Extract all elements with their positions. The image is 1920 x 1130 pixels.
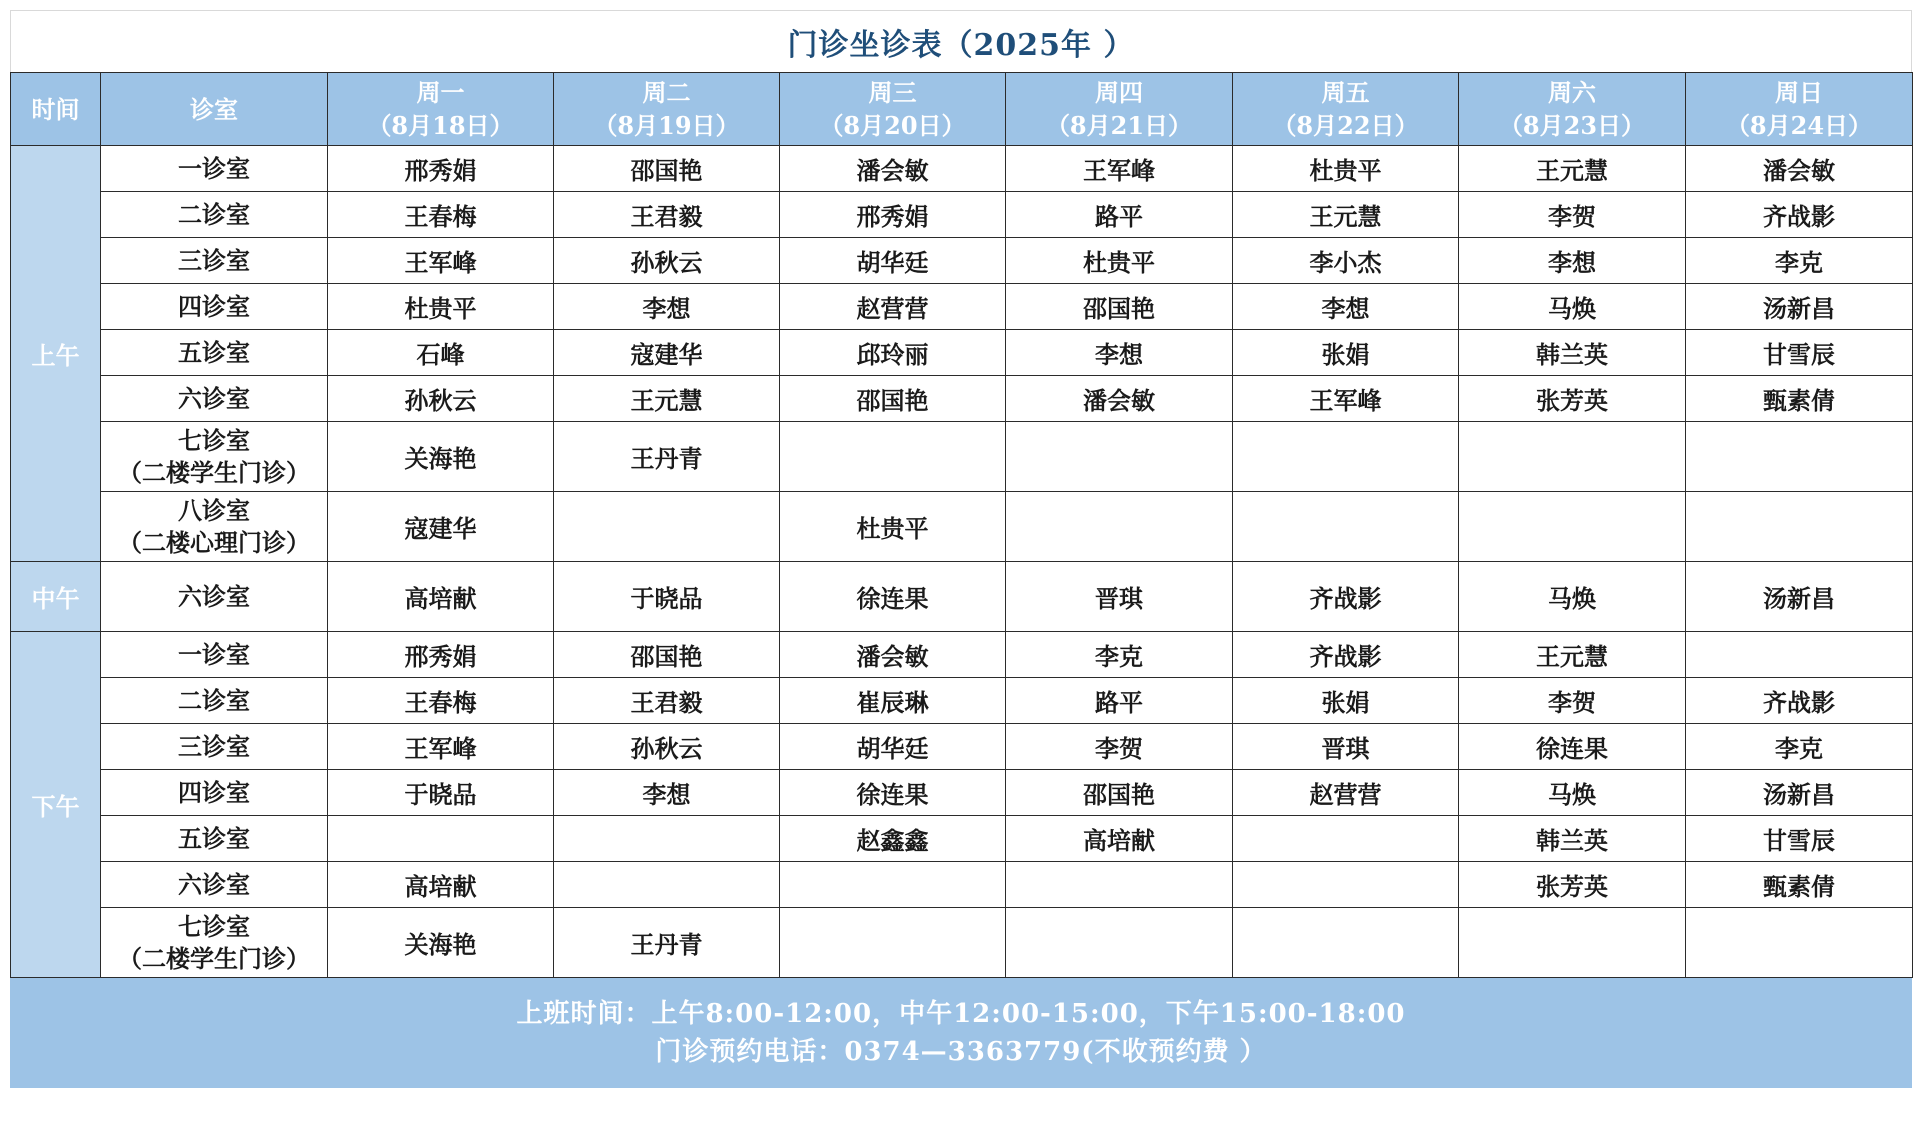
doctor-cell: 汤新昌	[1686, 562, 1913, 632]
period-cell: 中午	[11, 562, 101, 632]
doctor-cell: 韩兰英	[1459, 330, 1686, 376]
doctor-cell: 张芳英	[1459, 862, 1686, 908]
office-hours: 上班时间：上午8:00-12:00，中午12:00-15:00，下午15:00-18:00	[516, 999, 1406, 1029]
doctor-cell: 杜贵平	[1006, 238, 1233, 284]
doctor-cell: 张娟	[1233, 678, 1459, 724]
doctor-cell: 王元慧	[554, 376, 780, 422]
header-day-mon	[328, 73, 554, 146]
doctor-cell: 高培献	[328, 562, 554, 632]
doctor-cell	[554, 862, 780, 908]
doctor-cell: 王春梅	[328, 678, 554, 724]
doctor-cell: 徐连果	[1459, 724, 1686, 770]
table-row	[11, 492, 1913, 562]
doctor-cell: 潘会敏	[1006, 376, 1233, 422]
doctor-cell: 孙秋云	[328, 376, 554, 422]
day-name: 周三	[868, 78, 917, 107]
doctor-cell: 李想	[554, 284, 780, 330]
footer-info	[10, 978, 1912, 1088]
table-row	[11, 678, 1913, 724]
room-name: 六诊室	[178, 581, 250, 611]
room-cell	[101, 192, 328, 238]
doctor-cell	[1233, 862, 1459, 908]
room-name: 三诊室	[178, 245, 250, 275]
doctor-cell: 李想	[1006, 330, 1233, 376]
table-row	[11, 562, 1913, 632]
doctor-cell: 崔辰琳	[780, 678, 1006, 724]
doctor-cell: 齐战影	[1686, 192, 1913, 238]
doctor-cell: 甄素倩	[1686, 376, 1913, 422]
doctor-cell: 甄素倩	[1686, 862, 1913, 908]
room-name: 四诊室	[178, 777, 250, 807]
room-name: 六诊室	[178, 383, 250, 413]
doctor-cell	[1233, 816, 1459, 862]
room-name: 七诊室	[178, 911, 250, 941]
doctor-cell: 孙秋云	[554, 724, 780, 770]
doctor-cell	[1233, 492, 1459, 562]
doctor-cell	[1006, 908, 1233, 978]
doctor-cell	[780, 862, 1006, 908]
day-date: （8月22日）	[1272, 111, 1419, 140]
doctor-cell: 齐战影	[1233, 562, 1459, 632]
doctor-cell: 关海艳	[328, 908, 554, 978]
room-name: 七诊室	[178, 425, 250, 455]
room-cell	[101, 284, 328, 330]
doctor-cell: 石峰	[328, 330, 554, 376]
schedule-table	[10, 72, 1913, 978]
day-date: （8月20日）	[819, 111, 966, 140]
doctor-cell	[1006, 492, 1233, 562]
day-name: 周五	[1321, 78, 1370, 107]
doctor-cell: 于晓品	[328, 770, 554, 816]
doctor-cell: 王元慧	[1233, 192, 1459, 238]
doctor-cell: 李想	[1459, 238, 1686, 284]
doctor-cell: 路平	[1006, 678, 1233, 724]
room-name: 一诊室	[178, 153, 250, 183]
doctor-cell: 徐连果	[780, 562, 1006, 632]
doctor-cell: 李克	[1686, 238, 1913, 284]
room-cell	[101, 678, 328, 724]
doctor-cell: 齐战影	[1233, 632, 1459, 678]
room-name: 八诊室	[178, 495, 250, 525]
doctor-cell: 徐连果	[780, 770, 1006, 816]
doctor-cell: 王君毅	[554, 192, 780, 238]
day-date: （8月24日）	[1725, 111, 1873, 140]
doctor-cell: 路平	[1006, 192, 1233, 238]
table-row	[11, 862, 1913, 908]
table-row	[11, 422, 1913, 492]
header-day-thu	[1006, 73, 1233, 146]
doctor-cell	[1459, 492, 1686, 562]
doctor-cell: 王军峰	[328, 238, 554, 284]
doctor-cell: 王丹青	[554, 908, 780, 978]
doctor-cell: 邵国艳	[780, 376, 1006, 422]
header-time: 时间	[11, 73, 101, 146]
room-cell	[101, 562, 328, 632]
doctor-cell	[1686, 632, 1913, 678]
table-row	[11, 724, 1913, 770]
doctor-cell: 寇建华	[554, 330, 780, 376]
doctor-cell: 齐战影	[1686, 678, 1913, 724]
doctor-cell: 李小杰	[1233, 238, 1459, 284]
day-date: （8月23日）	[1498, 111, 1646, 140]
doctor-cell: 孙秋云	[554, 238, 780, 284]
room-name: 二诊室	[178, 685, 250, 715]
room-location: （二楼心理门诊）	[118, 527, 310, 557]
day-date: （8月19日）	[593, 111, 740, 140]
doctor-cell: 王军峰	[328, 724, 554, 770]
doctor-cell: 王春梅	[328, 192, 554, 238]
schedule-body	[11, 146, 1913, 978]
doctor-cell: 汤新昌	[1686, 284, 1913, 330]
doctor-cell: 寇建华	[328, 492, 554, 562]
doctor-cell: 王君毅	[554, 678, 780, 724]
doctor-cell: 赵营营	[1233, 770, 1459, 816]
doctor-cell: 张娟	[1233, 330, 1459, 376]
doctor-cell	[1686, 422, 1913, 492]
table-row	[11, 632, 1913, 678]
room-cell	[101, 816, 328, 862]
doctor-cell: 李想	[1233, 284, 1459, 330]
doctor-cell: 潘会敏	[780, 146, 1006, 192]
header-day-sun	[1686, 73, 1913, 146]
room-cell	[101, 908, 328, 978]
doctor-cell: 高培献	[328, 862, 554, 908]
doctor-cell	[1233, 908, 1459, 978]
room-cell	[101, 146, 328, 192]
doctor-cell: 马焕	[1459, 562, 1686, 632]
doctor-cell: 杜贵平	[328, 284, 554, 330]
doctor-cell	[328, 816, 554, 862]
table-row	[11, 146, 1913, 192]
room-name: 三诊室	[178, 731, 250, 761]
day-name: 周一	[416, 78, 465, 107]
room-name: 五诊室	[178, 337, 250, 367]
day-name: 周四	[1095, 78, 1143, 107]
doctor-cell	[1459, 908, 1686, 978]
table-row	[11, 284, 1913, 330]
doctor-cell: 赵营营	[780, 284, 1006, 330]
doctor-cell: 王元慧	[1459, 146, 1686, 192]
doctor-cell: 邵国艳	[1006, 284, 1233, 330]
doctor-cell: 邱玲丽	[780, 330, 1006, 376]
doctor-cell	[780, 422, 1006, 492]
doctor-cell: 晋琪	[1006, 562, 1233, 632]
doctor-cell: 潘会敏	[1686, 146, 1913, 192]
doctor-cell: 王军峰	[1006, 146, 1233, 192]
day-name: 周日	[1775, 78, 1823, 107]
day-name: 周六	[1548, 78, 1596, 107]
doctor-cell	[1686, 492, 1913, 562]
doctor-cell: 甘雪辰	[1686, 330, 1913, 376]
doctor-cell: 李克	[1686, 724, 1913, 770]
table-row	[11, 192, 1913, 238]
doctor-cell: 李贺	[1459, 192, 1686, 238]
doctor-cell: 王丹青	[554, 422, 780, 492]
table-row	[11, 238, 1913, 284]
day-date: （8月21日）	[1045, 111, 1193, 140]
room-cell	[101, 376, 328, 422]
doctor-cell	[1459, 422, 1686, 492]
room-cell	[101, 238, 328, 284]
doctor-cell: 李想	[554, 770, 780, 816]
room-location: （二楼学生门诊）	[118, 943, 310, 973]
period-cell: 上午	[11, 146, 101, 562]
doctor-cell: 杜贵平	[780, 492, 1006, 562]
doctor-cell: 于晓品	[554, 562, 780, 632]
period-cell: 下午	[11, 632, 101, 978]
room-location: （二楼学生门诊）	[118, 457, 310, 487]
doctor-cell: 甘雪辰	[1686, 816, 1913, 862]
room-cell	[101, 724, 328, 770]
room-cell	[101, 862, 328, 908]
day-date: （8月18日）	[367, 111, 514, 140]
doctor-cell: 潘会敏	[780, 632, 1006, 678]
doctor-cell: 王军峰	[1233, 376, 1459, 422]
doctor-cell	[1233, 422, 1459, 492]
room-cell	[101, 330, 328, 376]
day-name: 周二	[642, 78, 691, 107]
header-room: 诊室	[101, 73, 328, 146]
table-row	[11, 908, 1913, 978]
doctor-cell: 张芳英	[1459, 376, 1686, 422]
header-day-wed	[780, 73, 1006, 146]
table-row	[11, 330, 1913, 376]
room-name: 六诊室	[178, 869, 250, 899]
room-cell	[101, 770, 328, 816]
doctor-cell: 李贺	[1006, 724, 1233, 770]
doctor-cell	[1006, 862, 1233, 908]
doctor-cell: 李克	[1006, 632, 1233, 678]
doctor-cell: 王元慧	[1459, 632, 1686, 678]
doctor-cell	[780, 908, 1006, 978]
doctor-cell: 胡华廷	[780, 238, 1006, 284]
appointment-phone: 门诊预约电话：0374—3363779(不收预约费 ）	[655, 1037, 1267, 1067]
doctor-cell: 邵国艳	[1006, 770, 1233, 816]
doctor-cell: 邵国艳	[554, 632, 780, 678]
doctor-cell: 高培献	[1006, 816, 1233, 862]
room-cell	[101, 422, 328, 492]
doctor-cell	[554, 816, 780, 862]
table-row	[11, 770, 1913, 816]
room-cell	[101, 632, 328, 678]
table-row	[11, 816, 1913, 862]
doctor-cell: 邢秀娟	[780, 192, 1006, 238]
doctor-cell: 邢秀娟	[328, 632, 554, 678]
doctor-cell	[554, 492, 780, 562]
doctor-cell: 李贺	[1459, 678, 1686, 724]
doctor-cell: 汤新昌	[1686, 770, 1913, 816]
doctor-cell: 马焕	[1459, 770, 1686, 816]
doctor-cell	[1006, 422, 1233, 492]
header-day-tue	[554, 73, 780, 146]
table-row	[11, 376, 1913, 422]
room-name: 一诊室	[178, 639, 250, 669]
room-name: 四诊室	[178, 291, 250, 321]
room-cell	[101, 492, 328, 562]
doctor-cell: 邵国艳	[554, 146, 780, 192]
schedule-document	[10, 10, 1912, 1122]
page-title: 门诊坐诊表（2025年 ）	[10, 10, 1912, 72]
doctor-cell: 晋琪	[1233, 724, 1459, 770]
room-name: 五诊室	[178, 823, 250, 853]
doctor-cell: 赵鑫鑫	[780, 816, 1006, 862]
header-day-sat	[1459, 73, 1686, 146]
doctor-cell: 胡华廷	[780, 724, 1006, 770]
doctor-cell: 邢秀娟	[328, 146, 554, 192]
doctor-cell: 杜贵平	[1233, 146, 1459, 192]
doctor-cell: 马焕	[1459, 284, 1686, 330]
room-name: 二诊室	[178, 199, 250, 229]
doctor-cell: 韩兰英	[1459, 816, 1686, 862]
doctor-cell: 关海艳	[328, 422, 554, 492]
header-row	[11, 73, 1913, 146]
doctor-cell	[1686, 908, 1913, 978]
header-day-fri	[1233, 73, 1459, 146]
